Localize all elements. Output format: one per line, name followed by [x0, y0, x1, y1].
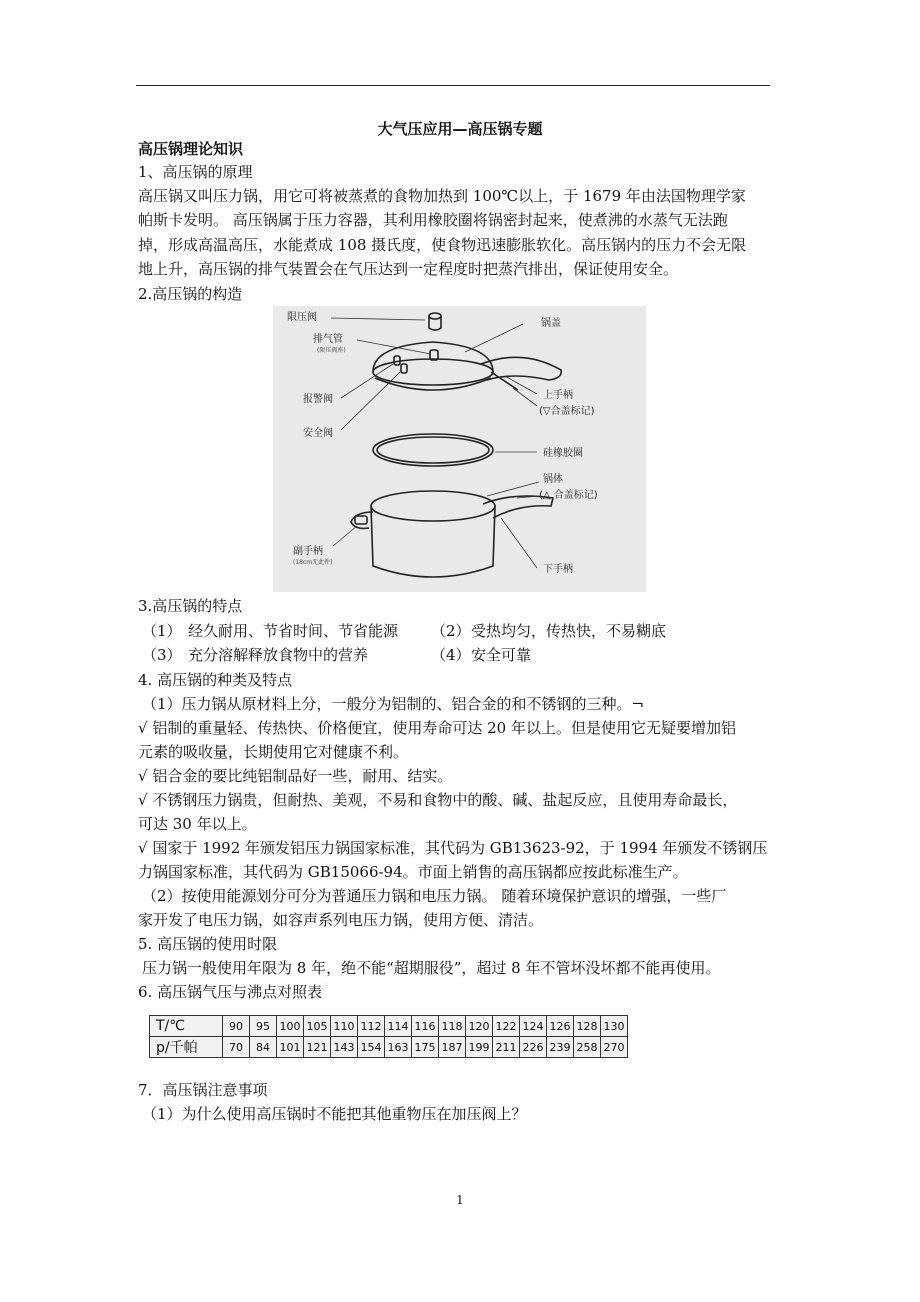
s4-line: （2）按使用能源划分可分为普通压力锅和电压力锅。 随着环境保护意识的增强，一些厂 — [142, 887, 727, 905]
diagram-svg — [273, 306, 646, 592]
s4-line: √ 国家于 1992 年颁发铝压力锅国家标准，其代码为 GB13623-92，于 1994 年颁发不锈钢压 — [138, 839, 768, 857]
s4-line: √ 铝合金的要比纯铝制品好一些，耐用、结实。 — [138, 767, 453, 785]
label-lid: 锅盖 — [541, 318, 561, 329]
row-header-pressure: p/千帕 — [150, 1037, 223, 1058]
label-lower-handle: 下手柄 — [543, 564, 573, 575]
label-silicone-ring: 硅橡胶圈 — [543, 448, 583, 459]
page-title: 大气压应用—高压锅专题 — [377, 120, 543, 138]
label-pot-body: 锅体 — [543, 474, 563, 485]
s7-question: （1）为什么使用高压锅时不能把其他重物压在加压阀上？ — [142, 1105, 527, 1123]
page-number: 1 — [456, 1193, 464, 1207]
s4-line: 力锅国家标准，其代码为 GB15066-94。市面上销售的高压锅都应按此标准生产。 — [138, 863, 688, 881]
feature-text: 受热均匀，传热快，不易糊底 — [471, 622, 667, 640]
temperature-row — [150, 1016, 628, 1037]
s4-line: √ 不锈钢压力锅贵，但耐热、美观，不易和食物中的酸、碱、盐起反应，且使用寿命最长， — [138, 791, 738, 809]
feature-text: 安全可靠 — [471, 646, 532, 664]
temperature-cell: 95 — [250, 1016, 277, 1037]
pressure-cell: 187 — [439, 1037, 466, 1058]
pressure-cell: 199 — [466, 1037, 493, 1058]
pressure-cell: 239 — [547, 1037, 574, 1058]
s4-line: √ 铝制的重量轻、传热快、价格便宜，使用寿命可达 20 年以上。但是使用它无疑要增加铝 — [138, 719, 736, 737]
temperature-cell: 120 — [466, 1016, 493, 1037]
feature-num: （2） — [431, 622, 471, 640]
label-exhaust-pipe: 排气管 — [313, 334, 343, 345]
label-alarm-valve: 报警阀 — [303, 394, 333, 405]
temperature-cell: 112 — [358, 1016, 385, 1037]
label-aux-handle: 副手柄 — [293, 546, 323, 557]
temperature-cell: 100 — [277, 1016, 304, 1037]
temperature-cell: 118 — [439, 1016, 466, 1037]
s1-line: 掉，形成高温高压，水能煮成 108 摄氏度，使食物迅速膨胀软化。高压锅内的压力不会无限 — [138, 236, 747, 254]
temperature-cell: 126 — [547, 1016, 574, 1037]
pressure-cell: 70 — [223, 1037, 250, 1058]
temperature-cell: 128 — [574, 1016, 601, 1037]
s4-line: 家开发了电压力锅，如容声系列电压力锅，使用方便、清洁。 — [138, 911, 544, 929]
temperature-cell: 105 — [304, 1016, 331, 1037]
feature-num: （1） — [142, 622, 182, 640]
header-rule — [136, 85, 770, 86]
pressure-row — [150, 1037, 628, 1058]
s1-line: 地上升，高压锅的排气装置会在气压达到一定程度时把蒸汽排出，保证使用安全。 — [138, 260, 679, 278]
pressure-cell: 84 — [250, 1037, 277, 1058]
pressure-cell: 143 — [331, 1037, 358, 1058]
pressure-cell: 270 — [601, 1037, 628, 1058]
pressure-cooker-diagram — [273, 306, 646, 592]
pressure-cell: 163 — [385, 1037, 412, 1058]
temperature-cell: 122 — [493, 1016, 520, 1037]
label-safety-valve: 安全阀 — [303, 428, 333, 439]
label-upper-handle-mark: (▽合盖标记) — [539, 406, 595, 417]
temperature-cell: 130 — [601, 1016, 628, 1037]
s7-heading: 7．高压锅注意事项 — [138, 1081, 268, 1099]
s4-line: 元素的吸收量，长期使用它对健康不利。 — [138, 743, 409, 761]
temperature-cell: 110 — [331, 1016, 358, 1037]
row-header-temperature: T/℃ — [150, 1016, 223, 1037]
section-heading: 高压锅理论知识 — [138, 140, 244, 158]
s2-heading: 2.高压锅的构造 — [138, 285, 243, 303]
s5-text: 压力锅一般使用年限为 8 年，绝不能“超期服役”，超过 8 年不管坏没坏都不能再使用。 — [142, 959, 721, 977]
feature-text: 经久耐用、节省时间、节省能源 — [188, 622, 399, 640]
feature-num: （3） — [142, 646, 182, 664]
temperature-cell: 124 — [520, 1016, 547, 1037]
feature-num: （4） — [431, 646, 471, 664]
temperature-cell: 116 — [412, 1016, 439, 1037]
label-upper-handle: 上手柄 — [543, 390, 573, 401]
s5-heading: 5. 高压锅的使用时限 — [138, 935, 278, 953]
temperature-cell: 114 — [385, 1016, 412, 1037]
temperature-cell: 90 — [223, 1016, 250, 1037]
s4-heading: 4. 高压锅的种类及特点 — [138, 671, 293, 689]
pressure-cell: 101 — [277, 1037, 304, 1058]
s4-line: （1）压力锅从原材料上分，一般分为铝制的、铝合金的和不锈钢的三种。¬ — [142, 695, 645, 713]
pressure-cell: 211 — [493, 1037, 520, 1058]
s1-line: 帕斯卡发明。 高压锅属于压力容器，其利用橡胶圈将锅密封起来，使煮沸的水蒸气无法跑 — [138, 211, 728, 229]
feature-text: 充分溶解释放食物中的营养 — [188, 646, 369, 664]
s3-heading: 3.高压锅的特点 — [138, 597, 243, 615]
boiling-point-table — [149, 1015, 628, 1058]
pressure-cell: 121 — [304, 1037, 331, 1058]
label-aux-handle-sub: (18cm无此件) — [293, 559, 333, 566]
s4-line: 可达 30 年以上。 — [138, 815, 257, 833]
pressure-cell: 175 — [412, 1037, 439, 1058]
s6-heading: 6. 高压锅气压与沸点对照表 — [138, 983, 323, 1001]
pressure-cell: 226 — [520, 1037, 547, 1058]
pressure-cell: 258 — [574, 1037, 601, 1058]
pressure-cell: 154 — [358, 1037, 385, 1058]
label-limit-valve: 限压阀 — [287, 312, 317, 323]
s1-line: 高压锅又叫压力锅，用它可将被蒸煮的食物加热到 100℃以上，于 1679 年由法国物理学家 — [138, 187, 746, 205]
label-pot-body-mark: (△ 合盖标记) — [539, 490, 598, 501]
label-exhaust-pipe-sub: (限压阀座) — [317, 347, 346, 354]
s1-heading: 1、高压锅的原理 — [138, 163, 253, 181]
